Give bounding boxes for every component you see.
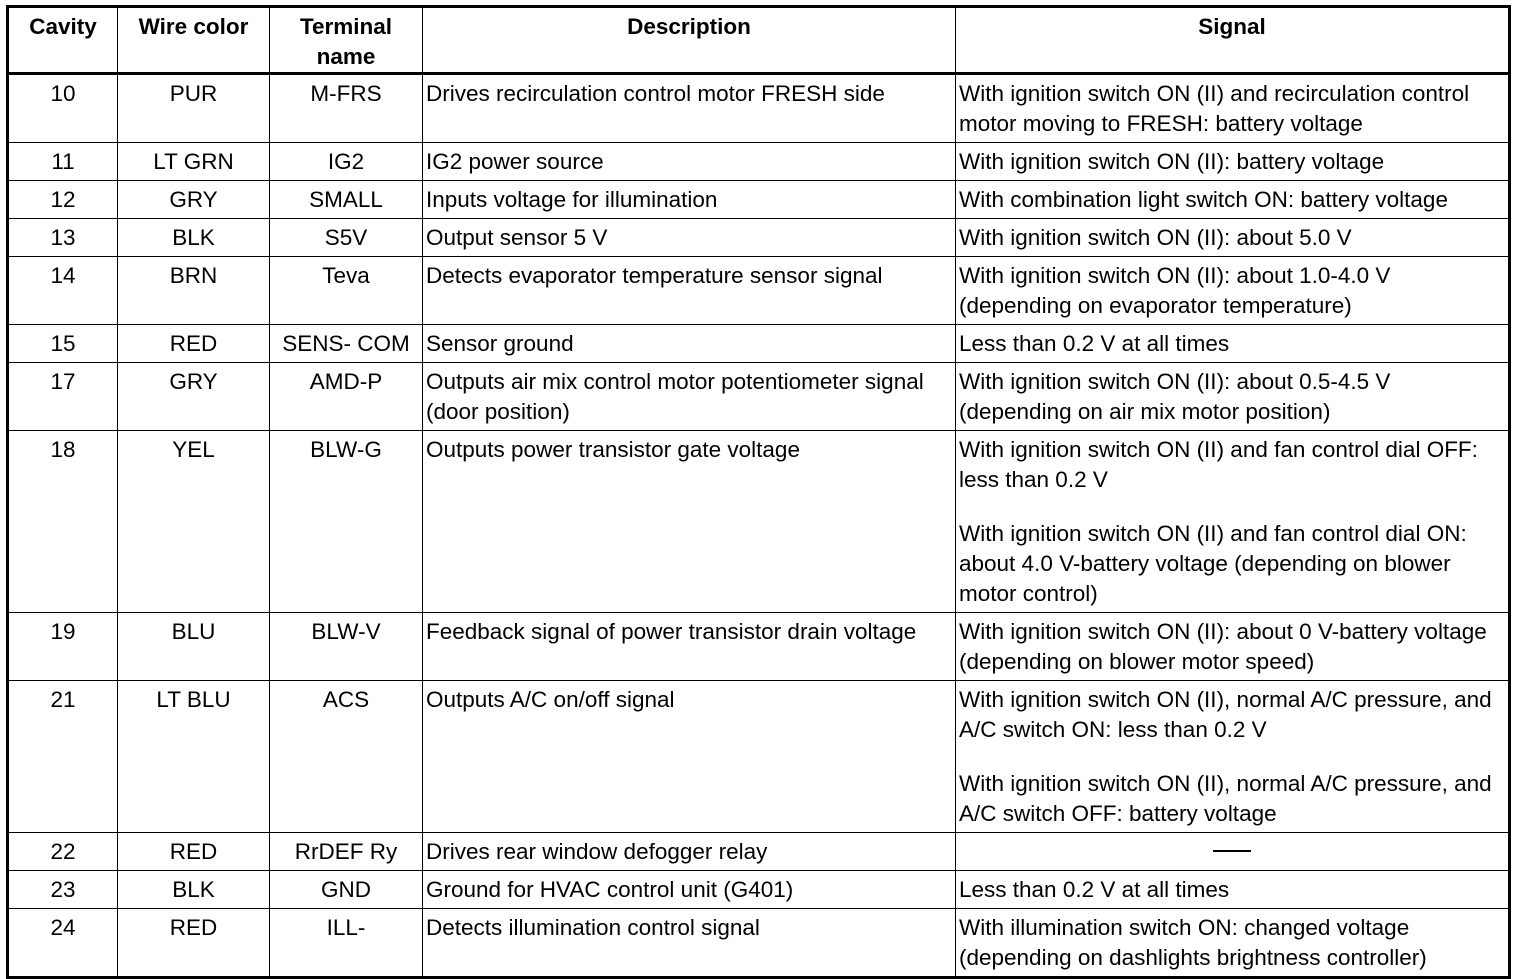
cell-wire-color: BLK <box>118 871 270 909</box>
cell-description: Ground for HVAC control unit (G401) <box>423 871 956 909</box>
cell-cavity: 11 <box>8 143 118 181</box>
cell-cavity: 21 <box>8 681 118 833</box>
signal-text: With ignition switch ON (II), normal A/C pressure, and A/C switch ON: less than 0.2 V <box>959 687 1492 742</box>
signal-text: With ignition switch ON (II), normal A/C pressure, and A/C switch OFF: battery voltage <box>959 771 1492 826</box>
header-wire-color: Wire color <box>118 7 270 74</box>
table-row <box>8 871 1510 909</box>
signal-text: With ignition switch ON (II): about 5.0 V <box>959 225 1352 250</box>
cell-signal <box>956 143 1510 181</box>
header-cavity: Cavity <box>8 7 118 74</box>
connector-terminal-table-container <box>6 5 1508 979</box>
table-body <box>8 74 1510 978</box>
signal-text: With ignition switch ON (II): battery voltage <box>959 149 1385 174</box>
cell-wire-color: RED <box>118 325 270 363</box>
cell-description: Outputs air mix control motor potentiometer signal (door position) <box>423 363 956 431</box>
table-row <box>8 833 1510 871</box>
cell-terminal-name: SENS- COM <box>270 325 423 363</box>
cell-terminal-name: ILL- <box>270 909 423 978</box>
header-terminal-name: Terminal name <box>270 7 423 74</box>
cell-signal <box>956 74 1510 143</box>
table-row <box>8 325 1510 363</box>
connector-terminal-table <box>6 5 1511 979</box>
cell-cavity: 22 <box>8 833 118 871</box>
table-row <box>8 219 1510 257</box>
signal-text: Less than 0.2 V at all times <box>959 331 1230 356</box>
cell-terminal-name: BLW-V <box>270 613 423 681</box>
cell-terminal-name: ACS <box>270 681 423 833</box>
cell-description: Detects evaporator temperature sensor signal <box>423 257 956 325</box>
cell-signal <box>956 833 1510 871</box>
cell-terminal-name: IG2 <box>270 143 423 181</box>
cell-wire-color: BLU <box>118 613 270 681</box>
cell-signal <box>956 363 1510 431</box>
table-row <box>8 431 1510 613</box>
cell-description: Outputs A/C on/off signal <box>423 681 956 833</box>
signal-text: With ignition switch ON (II): about 0.5-4.5 V (depending on air mix motor position) <box>959 369 1391 424</box>
cell-description: Outputs power transistor gate voltage <box>423 431 956 613</box>
cell-wire-color: GRY <box>118 363 270 431</box>
cell-cavity: 23 <box>8 871 118 909</box>
cell-cavity: 19 <box>8 613 118 681</box>
cell-wire-color: GRY <box>118 181 270 219</box>
cell-wire-color: RED <box>118 833 270 871</box>
cell-signal <box>956 257 1510 325</box>
cell-description: Drives rear window defogger relay <box>423 833 956 871</box>
cell-signal <box>956 181 1510 219</box>
cell-cavity: 10 <box>8 74 118 143</box>
cell-wire-color: YEL <box>118 431 270 613</box>
table-row <box>8 257 1510 325</box>
cell-description: IG2 power source <box>423 143 956 181</box>
cell-signal <box>956 871 1510 909</box>
table-row <box>8 74 1510 143</box>
cell-signal <box>956 613 1510 681</box>
cell-terminal-name: AMD-P <box>270 363 423 431</box>
cell-cavity: 17 <box>8 363 118 431</box>
cell-cavity: 12 <box>8 181 118 219</box>
table-row <box>8 909 1510 978</box>
table-row <box>8 181 1510 219</box>
signal-text: With ignition switch ON (II): about 0 V-battery voltage (depending on blower motor speed) <box>959 619 1487 674</box>
signal-text: With illumination switch ON: changed voltage (depending on dashlights brightness controller) <box>959 915 1427 970</box>
cell-description: Feedback signal of power transistor drain voltage <box>423 613 956 681</box>
signal-text: With combination light switch ON: battery voltage <box>959 187 1448 212</box>
cell-wire-color: PUR <box>118 74 270 143</box>
signal-text: With ignition switch ON (II) and recirculation control motor moving to FRESH: battery voltage <box>959 81 1470 136</box>
table-row <box>8 681 1510 833</box>
cell-wire-color: RED <box>118 909 270 978</box>
cell-signal <box>956 431 1510 613</box>
cell-terminal-name: BLW-G <box>270 431 423 613</box>
cell-terminal-name: Teva <box>270 257 423 325</box>
header-signal: Signal <box>956 7 1510 74</box>
cell-terminal-name: M-FRS <box>270 74 423 143</box>
cell-terminal-name: SMALL <box>270 181 423 219</box>
empty-dash-mark <box>1213 850 1251 852</box>
signal-text: With ignition switch ON (II) and fan control dial OFF: less than 0.2 V <box>959 437 1478 492</box>
header-description: Description <box>423 7 956 74</box>
cell-description: Inputs voltage for illumination <box>423 181 956 219</box>
cell-cavity: 24 <box>8 909 118 978</box>
cell-cavity: 13 <box>8 219 118 257</box>
table-row <box>8 363 1510 431</box>
signal-text: With ignition switch ON (II) and fan control dial ON: about 4.0 V-battery voltage (depending on blower motor control) <box>959 521 1467 606</box>
cell-cavity: 18 <box>8 431 118 613</box>
cell-description: Drives recirculation control motor FRESH side <box>423 74 956 143</box>
signal-text: Less than 0.2 V at all times <box>959 877 1230 902</box>
cell-description: Output sensor 5 V <box>423 219 956 257</box>
signal-text: With ignition switch ON (II): about 1.0-4.0 V (depending on evaporator temperature) <box>959 263 1391 318</box>
cell-wire-color: BRN <box>118 257 270 325</box>
cell-description: Detects illumination control signal <box>423 909 956 978</box>
cell-cavity: 15 <box>8 325 118 363</box>
cell-wire-color: LT BLU <box>118 681 270 833</box>
cell-description: Sensor ground <box>423 325 956 363</box>
table-row <box>8 143 1510 181</box>
table-row <box>8 613 1510 681</box>
cell-signal <box>956 681 1510 833</box>
cell-terminal-name: RrDEF Ry <box>270 833 423 871</box>
cell-wire-color: LT GRN <box>118 143 270 181</box>
cell-signal <box>956 909 1510 978</box>
cell-terminal-name: S5V <box>270 219 423 257</box>
cell-cavity: 14 <box>8 257 118 325</box>
cell-signal <box>956 325 1510 363</box>
cell-signal <box>956 219 1510 257</box>
cell-terminal-name: GND <box>270 871 423 909</box>
cell-wire-color: BLK <box>118 219 270 257</box>
table-header-row <box>8 7 1510 74</box>
